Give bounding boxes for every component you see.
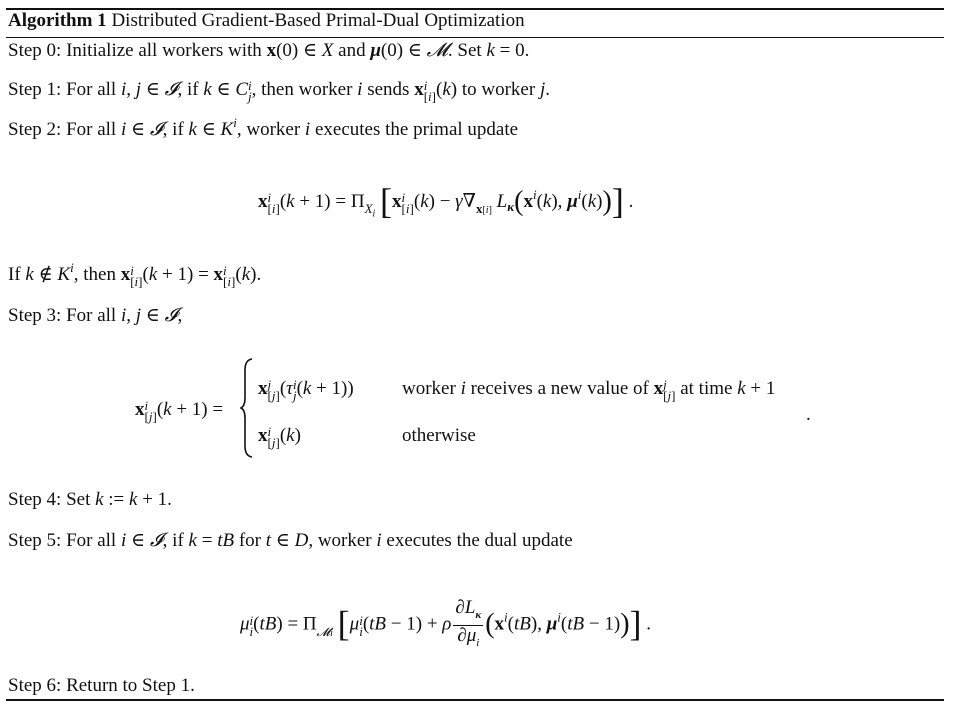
step-2: [8, 117, 518, 142]
piecewise-case-1: [258, 377, 354, 402]
step-5-text-e: executes the dual update: [386, 530, 573, 551]
math-k-in-Ki: k ∈ $K^i$: [188, 115, 237, 140]
step-1: [8, 77, 550, 103]
primal-update-equation: x i [i] $(k + 1) = \Pi_{X_i}$ [x i [i] $(k) - \gamma\nabla_{x[i]}$ $L_\kappa(x^i(k)$, $\mu^i(k)$)] .: [258, 181, 634, 221]
dual-update-equation: μ i i $(tB) = \Pi_{𝓜i}$ [μ i i (tB − 1) + ρ $\frac{\partial L_\kappa}{\partial\mu_i}$ ($x^i(tB)$, $\mu^i(tB - 1)$)] .: [240, 597, 652, 649]
step-4-prefix: Step 4:: [8, 489, 62, 510]
case-2-text: otherwise: [402, 425, 476, 446]
step-4-text-a: Set: [66, 489, 91, 510]
math-k-in-Cj: k ∈ C i j: [203, 78, 252, 104]
math-x-i-bracket-i-k: x i [i] (k): [414, 78, 458, 104]
case-1-text-b: receives a new value of: [470, 378, 649, 399]
algorithm-header: [8, 9, 525, 33]
math-x-unchanged: x i [i] (k + 1) = x i [i] (k).: [120, 263, 262, 289]
step-2-text-a: For all: [66, 119, 117, 140]
piecewise-period: .: [806, 404, 811, 425]
step-5-text-b: , if: [162, 530, 184, 551]
step-1-text-b: , if: [177, 79, 199, 100]
step-4: [8, 488, 172, 512]
step-6-prefix: Step 6:: [8, 675, 62, 696]
math-i: i: [357, 79, 363, 100]
step-1-text-e: to worker: [461, 79, 536, 100]
step-3-text-a: For all: [66, 305, 117, 326]
math-ij-in-I: i, j ∈ 𝓘: [120, 78, 178, 100]
step-1-text-d: sends: [367, 79, 410, 100]
step-5-text-a: For all: [66, 530, 117, 551]
step-5-text-c: for: [238, 530, 261, 551]
piecewise-case-2: [258, 424, 301, 449]
math-i: i: [376, 530, 382, 551]
step-2-else: [8, 260, 262, 289]
case-2-value: x i [j] (k): [258, 424, 301, 450]
algorithm-label: Algorithm 1: [8, 10, 107, 31]
piecewise-lhs: x i [j] (k + 1) =: [135, 398, 224, 424]
math-j: j.: [539, 79, 550, 100]
math-ij-in-I: i, j ∈ 𝓘,: [120, 304, 183, 326]
math-i: i: [460, 378, 466, 399]
step-2-text-b: , if: [162, 119, 184, 140]
math-k-eq-0: k = 0.: [486, 40, 530, 61]
step-2-text-c: , worker: [236, 119, 301, 140]
piecewise-brace: [240, 358, 254, 458]
step-3: [8, 303, 182, 328]
math-i: i: [304, 119, 311, 140]
step-6: [8, 674, 195, 698]
step-2-else-b: , then: [73, 264, 116, 285]
case-1-value: x j [j] (τ i j (k + 1)): [258, 377, 354, 403]
step-1-text-a: For all: [66, 79, 117, 100]
step-1-text-c: , then worker: [251, 79, 353, 100]
step-5-text-d: , worker: [308, 530, 372, 551]
math-k-increment: k := k + 1.: [95, 489, 172, 510]
case-1-text-c: at time: [680, 378, 733, 399]
step-2-else-a: If: [8, 264, 21, 285]
algorithm-bottom-rule: [6, 699, 944, 701]
algorithm-title: Distributed Gradient-Based Primal-Dual Optimization: [111, 10, 525, 31]
math-i-in-I: i ∈ 𝓘: [120, 118, 163, 140]
math-x-j-bracket-j: x j [j]: [653, 377, 676, 403]
step-3-prefix: Step 3:: [8, 305, 62, 326]
step-5-prefix: Step 5:: [8, 530, 62, 551]
step-6-text: Return to Step 1.: [66, 675, 195, 696]
math-i-in-I: i ∈ 𝓘: [120, 529, 163, 551]
case-1-text-a: worker: [402, 378, 456, 399]
piecewise-case-2-condition: [402, 424, 476, 448]
step-0-text-c: . Set: [447, 40, 482, 61]
math-k-eq-tB: k = tB: [188, 530, 235, 551]
step-0-text-b: and: [338, 40, 366, 61]
math-x0-in-X: x(0) ∈ X: [266, 40, 334, 61]
step-0: [8, 38, 529, 63]
math-k-plus-1: k + 1: [737, 378, 776, 399]
math-k-notin-Ki: k ∉ $K^i$: [25, 260, 74, 285]
step-2-prefix: Step 2:: [8, 119, 62, 140]
step-5: [8, 528, 573, 553]
math-t-in-D: t ∈ D: [265, 530, 309, 551]
step-0-prefix: Step 0:: [8, 40, 62, 61]
math-mu0-in-M: μ(0) ∈ 𝓜: [370, 39, 448, 61]
piecewise-case-1-condition: [402, 377, 775, 402]
step-1-prefix: Step 1:: [8, 79, 62, 100]
step-2-text-d: executes the primal update: [314, 119, 519, 140]
step-0-text-a: Initialize all workers with: [66, 40, 262, 61]
